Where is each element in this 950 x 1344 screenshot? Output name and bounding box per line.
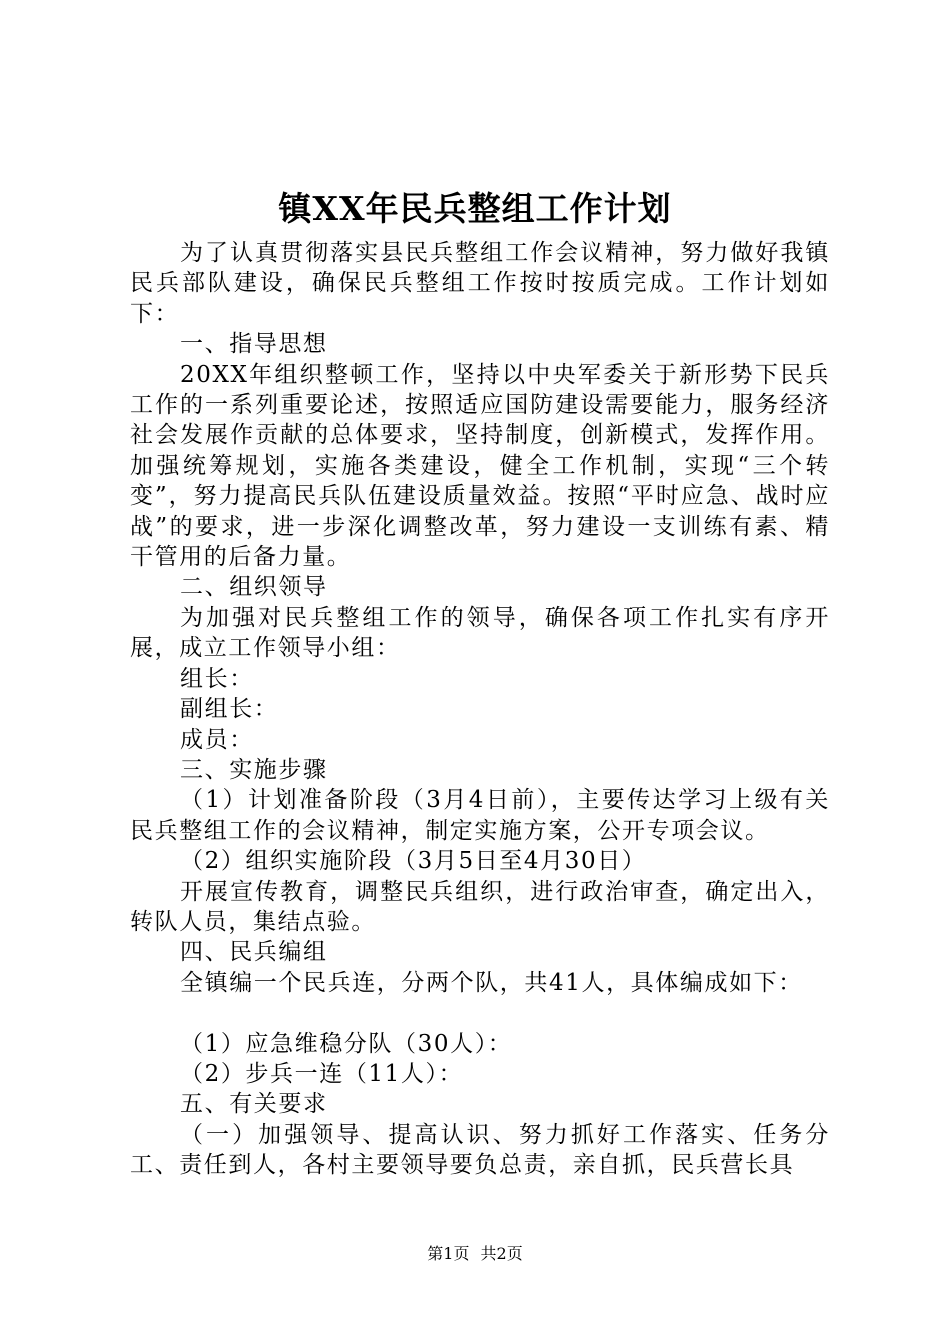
intro-paragraph: 为了认真贯彻落实县民兵整组工作会议精神，努力做好我镇民兵部队建设，确保民兵整组工作按时按质完成。工作计划如下： xyxy=(130,240,830,327)
blank-line xyxy=(130,998,830,1028)
section-heading-implementation: 三、实施步骤 xyxy=(180,756,328,783)
document-title: 镇XX年民兵整组工作计划 xyxy=(278,189,672,228)
grouping-paragraph: 全镇编一个民兵连，分两个队，共41人，具体编成如下： xyxy=(180,969,803,996)
step-2-heading: （2）组织实施阶段（3月5日至4月30日） xyxy=(180,848,647,875)
members-line: 成员： xyxy=(180,726,254,753)
deputy-leader-line: 副组长： xyxy=(180,696,279,723)
document-body xyxy=(130,238,830,1181)
group-leader-line: 组长： xyxy=(180,665,254,692)
step-1-paragraph: （1）计划准备阶段（3月4日前），主要传达学习上级有关民兵整组工作的会议精神，制定实施方案，公开专项会议。 xyxy=(130,787,830,844)
section-heading-grouping: 四、民兵编组 xyxy=(180,939,328,966)
organization-paragraph: 为加强对民兵整组工作的领导，确保各项工作扎实有序开展，成立工作领导小组： xyxy=(130,604,830,662)
unit-1-line: （1）应急维稳分队（30人）： xyxy=(180,1030,513,1057)
section-heading-guiding-ideology: 一、指导思想 xyxy=(180,331,328,358)
requirement-1-paragraph: （一）加强领导、提高认识、努力抓好工作落实、任务分工、责任到人，各村主要领导要负总责，亲自抓，民兵营长具 xyxy=(130,1121,830,1179)
step-2-paragraph: 开展宣传教育，调整民兵组织，进行政治审查，确定出入，转队人员，集结点验。 xyxy=(130,878,830,935)
section-heading-requirements: 五、有关要求 xyxy=(180,1091,328,1118)
guiding-ideology-paragraph: 20XX年组织整顿工作，坚持以中央军委关于新形势下民兵工作的一系列重要论述，按照适应国防建设需要能力，服务经济社会发展作贡献的总体要求，坚持制度，创新模式，发挥作用。加强统筹规划，实施各类建设，健全工作机制，实现“三个转变”，努力提高民兵队伍建设质量效益。按照“平时应急、战时应战”的要求，进一步深化调整改革，努力建设一支训练有素、精干管用的后备力量。 xyxy=(130,361,830,571)
page-footer: 第1页 共2页 xyxy=(427,1244,523,1263)
section-heading-organization: 二、组织领导 xyxy=(180,574,328,601)
unit-2-line: （2）步兵一连（11人）： xyxy=(180,1060,464,1087)
